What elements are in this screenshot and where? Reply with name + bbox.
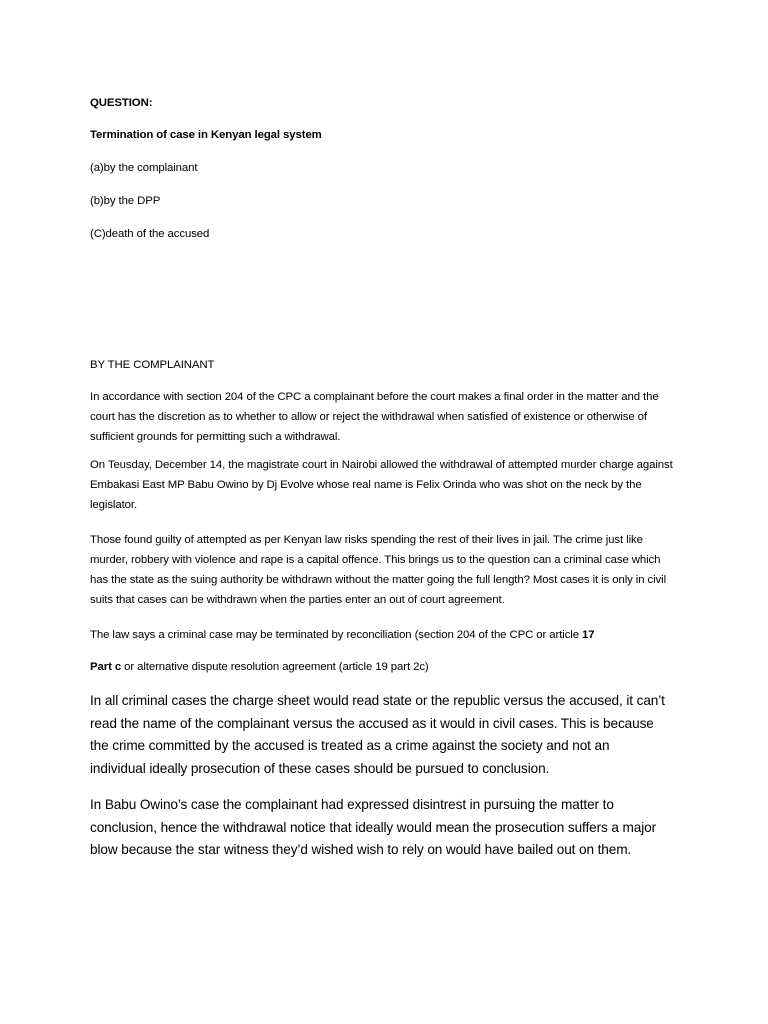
- paragraph-reconciliation: [90, 625, 680, 645]
- option-a: (a)by the complainant: [90, 162, 198, 174]
- dispute-resolution-text: or alternative dispute resolution agreement (article 19 part 2c): [121, 661, 429, 673]
- section-heading: BY THE COMPLAINANT: [90, 359, 215, 371]
- paragraph-section-204: In accordance with section 204 of the CPC a complainant before the court makes a final order in the matter and the court has the discretion as to whether to allow or reject the withdrawal when satisfied of existence or otherwise of sufficient grounds for permitting such a withdrawal.: [90, 391, 659, 443]
- reconciliation-text: The law says a criminal case may be terminated by reconciliation (section 204 of the CPC or article: [90, 629, 583, 641]
- paragraph-capital-offence: Those found guilty of attempted as per Kenyan law risks spending the rest of their lives in jail. The crime just like murder, robbery with violence and rape is a capital offence. This brings us to the question can a criminal case which has the state as the suing authority be withdrawn without the matter going the full length? Most cases it is only in civil suits that cases can be withdrawn when the parties enter an out of court agreement.: [90, 534, 666, 606]
- paragraph-charge-sheet: In all criminal cases the charge sheet would read state or the republic versus the accused, it can’t read the name of the complainant versus the accused as it would in civil cases. This is because the crime committed by the accused is treated as a crime against the society and not an individual ideally prosecution of these cases should be pursued to conclusion.: [90, 693, 665, 776]
- question-topic: Termination of case in Kenyan legal system: [90, 129, 322, 141]
- option-b: (b)by the DPP: [90, 195, 161, 207]
- part-label: Part c: [90, 661, 122, 673]
- paragraph-magistrate-court: On Teusday, December 14, the magistrate court in Nairobi allowed the withdrawal of attempted murder charge against Embakasi East MP Babu Owino by Dj Evolve whose real name is Felix Orinda who was shot on the neck by the legislator.: [90, 459, 673, 511]
- paragraph-babu-owino-case: In Babu Owino’s case the complainant had expressed disintrest in pursuing the matter to conclusion, hence the withdrawal notice that ideally would mean the prosecution suffers a major blow because the star witness they’d wished wish to rely on would have bailed out on them.: [90, 797, 657, 858]
- article-number: 17: [582, 629, 595, 641]
- question-label: QUESTION:: [90, 97, 153, 109]
- option-c: (C)death of the accused: [90, 228, 210, 240]
- paragraph-dispute-resolution: [90, 657, 680, 677]
